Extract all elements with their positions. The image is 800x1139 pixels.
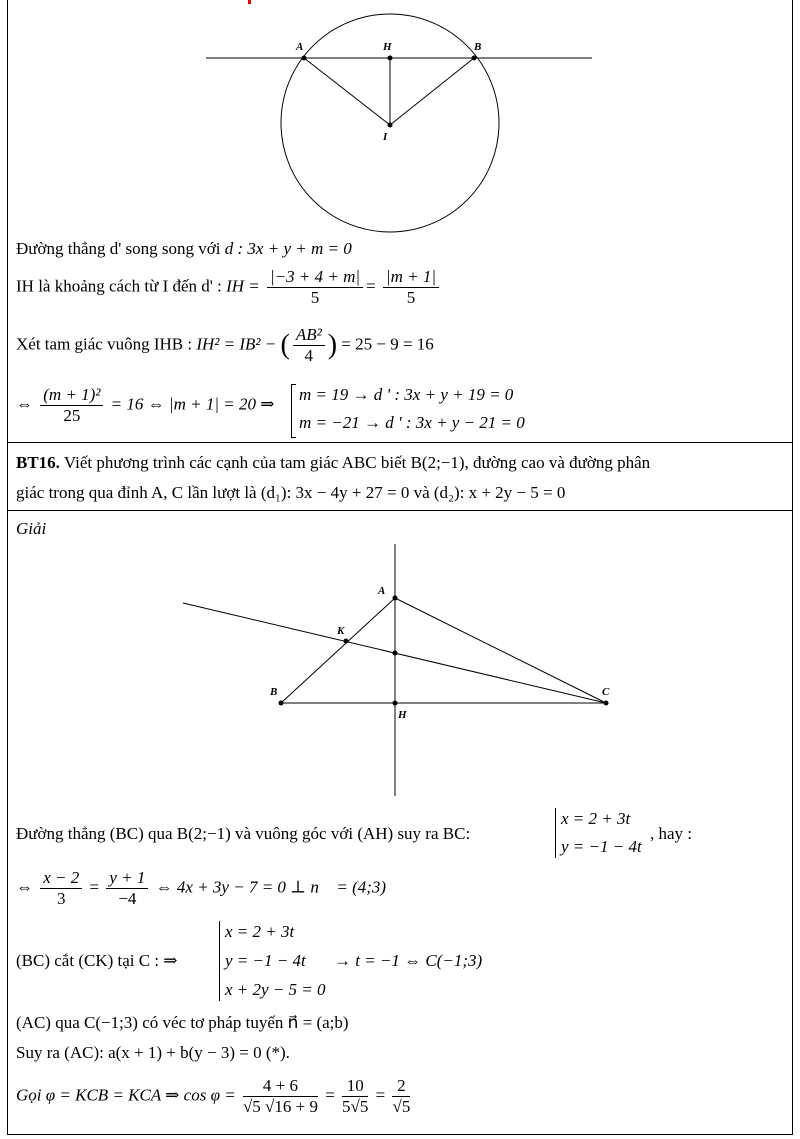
s6-a: Gọi φ = KCB = KCA ⇒ cos φ = bbox=[16, 1085, 236, 1105]
problem-line2: giác trong qua đỉnh A, C lần lượt là (d₁): 3x − 4y + 27 = 0 và (d₂): x + 2y − 5 = 0 bbox=[16, 483, 566, 502]
case-bracket bbox=[291, 384, 296, 438]
line4-den: 25 bbox=[63, 406, 81, 425]
line1-math: d : 3x + y + m = 0 bbox=[224, 239, 352, 258]
line1-text: Đường thẳng d' song song với bbox=[16, 239, 221, 258]
s2-den2: −4 bbox=[118, 889, 137, 908]
s3-sys3: x + 2y − 5 = 0 bbox=[225, 980, 326, 999]
label-H2: H bbox=[398, 709, 407, 721]
s1-brace bbox=[555, 808, 556, 858]
cell-solution bbox=[7, 510, 793, 1135]
s6-eq2: = bbox=[375, 1085, 386, 1105]
s1-sys1: x = 2 + 3t bbox=[561, 809, 631, 828]
s6-eq1: = bbox=[325, 1085, 335, 1105]
s5: Suy ra (AC): a(x + 1) + b(y − 3) = 0 (*). bbox=[16, 1043, 290, 1062]
s6-den2: 5√5 bbox=[342, 1097, 369, 1116]
line4-a: ⇔ bbox=[16, 394, 33, 414]
s6-num3: 2 bbox=[392, 1076, 410, 1097]
line3-den: 4 bbox=[304, 346, 313, 365]
s3-result: → t = −1 ⇔ C(−1;3) bbox=[334, 951, 483, 970]
line2-num2: |m + 1| bbox=[383, 267, 439, 288]
problem-label: BT16. bbox=[16, 453, 60, 472]
line3-a: IH² = IB² − bbox=[196, 334, 277, 354]
figure-circle bbox=[8, 0, 794, 235]
line2-lhs: IH = bbox=[226, 276, 260, 296]
s2-a: ⇔ bbox=[16, 877, 33, 897]
line3-text: Xét tam giác vuông IHB : bbox=[16, 334, 193, 354]
label-C: C bbox=[602, 686, 610, 698]
label-H: H bbox=[383, 41, 392, 53]
figure-triangle bbox=[8, 536, 794, 826]
line2-text: IH là khoảng cách từ I đến d' : bbox=[16, 276, 222, 296]
label-A: A bbox=[296, 41, 304, 53]
line2-den2: 5 bbox=[406, 288, 416, 307]
s1-text: Đường thẳng (BC) qua B(2;−1) và vuông góc với (AH) suy ra BC: bbox=[16, 824, 471, 843]
s2-num2: y + 1 bbox=[106, 868, 148, 889]
s2-b: ⇔ 4x + 3y − 7 = 0 ⊥ n⃗ = (4;3) bbox=[155, 877, 387, 897]
cell-problem bbox=[7, 442, 793, 511]
s2-eq: = bbox=[89, 877, 100, 897]
s3-brace bbox=[219, 921, 220, 1001]
case1: m = 19 → d ' : 3x + y + 19 = 0 bbox=[299, 385, 514, 404]
s1-sys2: y = −1 − 4t bbox=[561, 837, 642, 856]
s6-den1: √5 √16 + 9 bbox=[242, 1097, 318, 1116]
s2-den1: 3 bbox=[57, 889, 66, 908]
s6-den3: √5 bbox=[392, 1097, 411, 1116]
s6-num1: 4 + 6 bbox=[243, 1076, 318, 1097]
s3-sys2: y = −1 − 4t bbox=[225, 951, 306, 970]
s2-num1: x − 2 bbox=[40, 868, 82, 889]
line4-num: (m + 1)² bbox=[40, 385, 103, 406]
s6-num2: 10 bbox=[342, 1076, 368, 1097]
label-B: B bbox=[474, 41, 482, 53]
label-A2: A bbox=[378, 585, 386, 597]
line3-num: AB² bbox=[293, 325, 325, 346]
solution-title: Giải bbox=[16, 519, 47, 538]
line2-num1: |−3 + 4 + m| bbox=[267, 267, 363, 288]
line2-den1: 5 bbox=[310, 288, 320, 307]
label-B2: B bbox=[270, 686, 278, 698]
label-I: I bbox=[383, 131, 388, 143]
problem-line1: Viết phương trình các cạnh của tam giác ABC biết B(2;−1), đường cao và đường phân bbox=[63, 453, 651, 472]
cell-solution-part1: A H B I Đường thẳng d' song song với d : 3x + y + m = 0 IH là khoảng cách từ I đến d' : IH = $\frac{|-3 + 4 + m|}{5}$ = $\frac{|m + 1|}{5}$ Xét tam giác vuông IHB : IH² = IB² − ( $\frac{\text{AB²}}{4}$ ) = 25 − 9 = 16 ⇔ $\frac{\text{(m + 1)²}}{25}$ = 16 ⇔ |m + 1| = 20 ⇒ m = 19 → d ' : 3x + y + 19 = 0 m = −21 → d ' : 3x + y − 21 = 0 bbox=[7, 0, 793, 443]
s3-sys1: x = 2 + 3t bbox=[225, 922, 295, 941]
s4: (AC) qua C(−1;3) có véc tơ pháp tuyến n⃗ = (a;b) bbox=[16, 1013, 349, 1032]
label-K: K bbox=[337, 625, 345, 637]
line3-b: = 25 − 9 = 16 bbox=[341, 334, 434, 354]
case2: m = −21 → d ' : 3x + y − 21 = 0 bbox=[299, 413, 525, 432]
line4-b: = 16 ⇔ |m + 1| = 20 ⇒ bbox=[110, 394, 275, 414]
s1-end: , hay : bbox=[650, 824, 693, 843]
s3-text: (BC) cắt (CK) tại C : ⇒ bbox=[16, 951, 178, 970]
